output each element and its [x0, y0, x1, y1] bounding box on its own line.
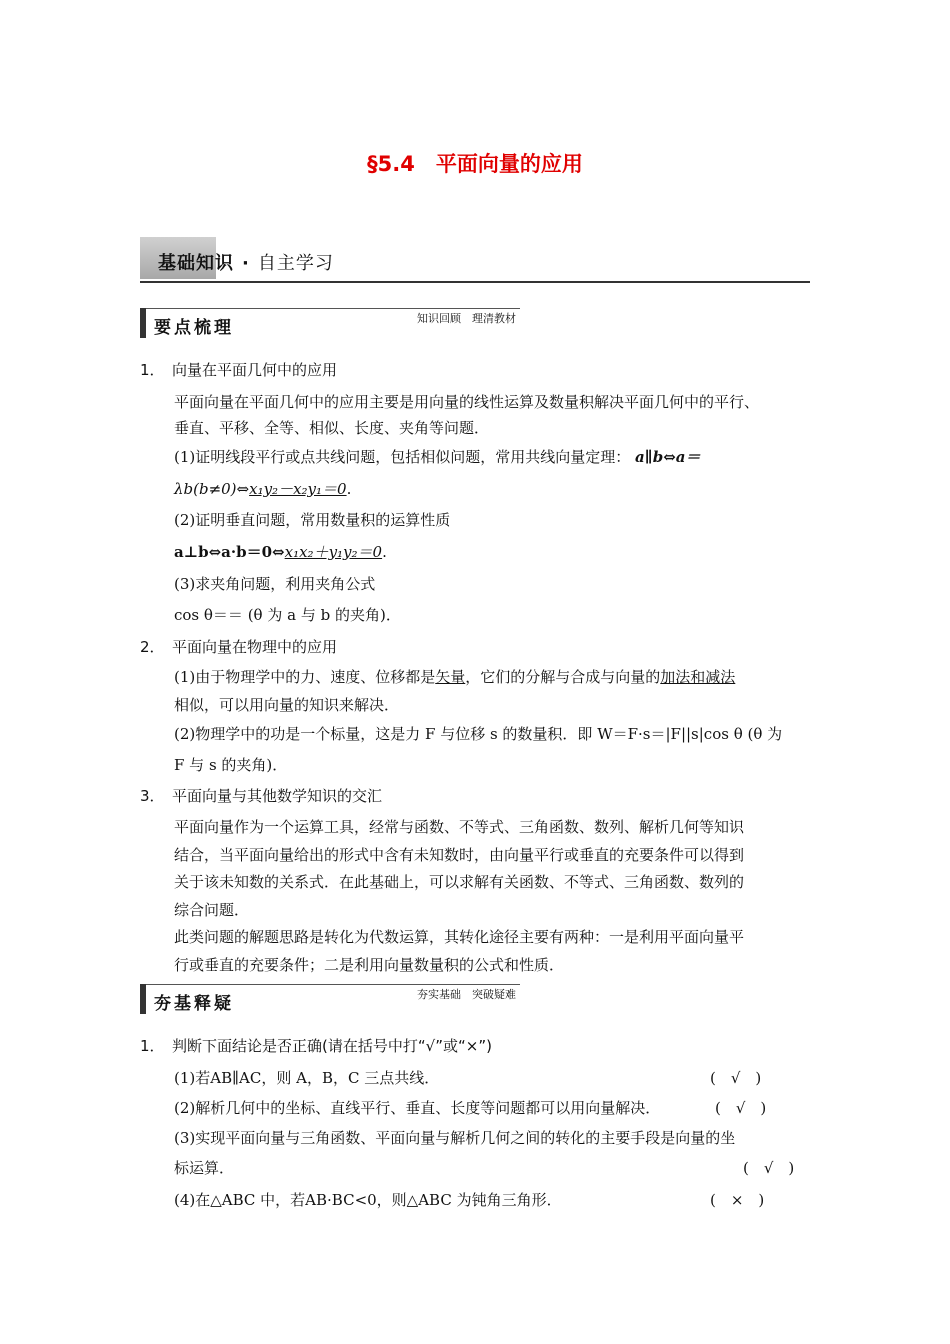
page-title: §5.4 平面向量的应用 — [367, 152, 583, 176]
section-divider — [140, 308, 520, 309]
text-run: . — [346, 480, 352, 498]
quiz-question: (1)若AB∥AC，则 A，B，C 三点共线． — [174, 1069, 440, 1087]
section-header-key-points — [140, 308, 520, 338]
underlined-term: 矢量 — [435, 668, 466, 686]
quiz-answer: ( × ) — [710, 1191, 765, 1209]
formula: a∥b⇔a＝ — [635, 448, 701, 466]
heading-3: 3． 平面向量与其他数学知识的交汇 — [140, 787, 383, 805]
main-header-subtitle: 自主学习 — [257, 253, 334, 274]
section-tagline: 知识回顾 理清教材 — [417, 312, 516, 325]
quiz-question: 标运算． — [174, 1159, 235, 1177]
paragraph-line: 关于该未知数的关系式．在此基础上，可以求解有关函数、不等式、三角函数、数列的 — [174, 873, 745, 891]
quiz-question: (4)在△ABC 中，若AB·BC<0，则△ABC 为钝角三角形． — [174, 1191, 562, 1209]
quiz-answer: ( √ ) — [743, 1159, 795, 1177]
paragraph-line: (2)证明垂直问题，常用数量积的运算性质 — [174, 511, 451, 529]
section-name: 夯基释疑 — [154, 994, 234, 1014]
formula: a⊥b⇔a·b＝0⇔ — [174, 543, 285, 561]
text-run: . — [382, 543, 387, 561]
heading-1: 1． 向量在平面几何中的应用 — [140, 361, 338, 379]
quiz-answer: ( √ ) — [710, 1069, 762, 1087]
main-section-header — [140, 237, 810, 283]
paragraph-line: 垂直、平移、全等、相似、长度、夹角等问题． — [174, 419, 490, 437]
paragraph-line — [174, 447, 700, 467]
formula-underlined: x₁y₂－x₂y₁＝0 — [249, 480, 347, 498]
paragraph-line: 此类问题的解题思路是转化为代数运算，其转化途径主要有两种：一是利用平面向量平 — [174, 928, 745, 946]
paragraph-line: 结合，当平面向量给出的形式中含有未知数时，由向量平行或垂直的充要条件可以得到 — [174, 846, 745, 864]
section-bar — [140, 984, 146, 1014]
paragraph-line — [174, 479, 351, 499]
quiz-question: (3)实现平面向量与三角函数、平面向量与解析几何之间的转化的主要手段是向量的坐 — [174, 1129, 736, 1147]
paragraph-line: 行或垂直的充要条件；二是利用向量数量积的公式和性质． — [174, 956, 565, 974]
main-header-label — [158, 249, 334, 275]
paragraph-line — [174, 667, 735, 687]
main-header-dot: · — [242, 253, 250, 274]
quiz-heading: 1． 判断下面结论是否正确(请在括号中打“√”或“×”) — [140, 1037, 492, 1055]
paragraph-line: F 与 s 的夹角)． — [174, 756, 288, 774]
underlined-term: 加法和减法 — [660, 668, 736, 686]
paragraph-line: (2)物理学中的功是一个标量，这是力 F 与位移 s 的数量积．即 W＝F·s＝|F||s|cos θ (θ 为 — [174, 725, 783, 743]
section-tagline: 夯实基础 突破疑难 — [417, 988, 516, 1001]
quiz-answer: ( √ ) — [715, 1099, 767, 1117]
paragraph-line: 平面向量作为一个运算工具，经常与函数、不等式、三角函数、数列、解析几何等知识 — [174, 818, 745, 836]
text-run: ，它们的分解与合成与向量的 — [465, 668, 661, 686]
formula-underlined: x₁x₂＋y₁y₂＝0 — [284, 543, 383, 561]
formula: λb(b≠0)⇔ — [174, 480, 250, 498]
main-header-title: 基础知识 — [158, 253, 234, 274]
paragraph-line: cos θ＝＝ (θ 为 a 与 b 的夹角)． — [174, 606, 401, 624]
text-run: (1)由于物理学中的力、速度、位移都是 — [174, 668, 436, 686]
paragraph-line: (3)求夹角问题，利用夹角公式 — [174, 575, 376, 593]
paragraph-line: 综合问题． — [174, 901, 250, 919]
heading-2: 2． 平面向量在物理中的应用 — [140, 638, 338, 656]
quiz-question: (2)解析几何中的坐标、直线平行、垂直、长度等问题都可以用向量解决． — [174, 1099, 661, 1117]
section-divider — [140, 984, 520, 985]
section-bar — [140, 308, 146, 338]
section-header-practice — [140, 984, 520, 1014]
text-run: (1)证明线段平行或点共线问题，包括相似问题，常用共线向量定理： — [174, 448, 631, 466]
paragraph-line: 平面向量在平面几何中的应用主要是用向量的线性运算及数量积解决平面几何中的平行、 — [174, 393, 760, 411]
section-name: 要点梳理 — [154, 318, 234, 338]
paragraph-line: 相似，可以用向量的知识来解决． — [174, 696, 400, 714]
paragraph-line — [174, 542, 387, 562]
